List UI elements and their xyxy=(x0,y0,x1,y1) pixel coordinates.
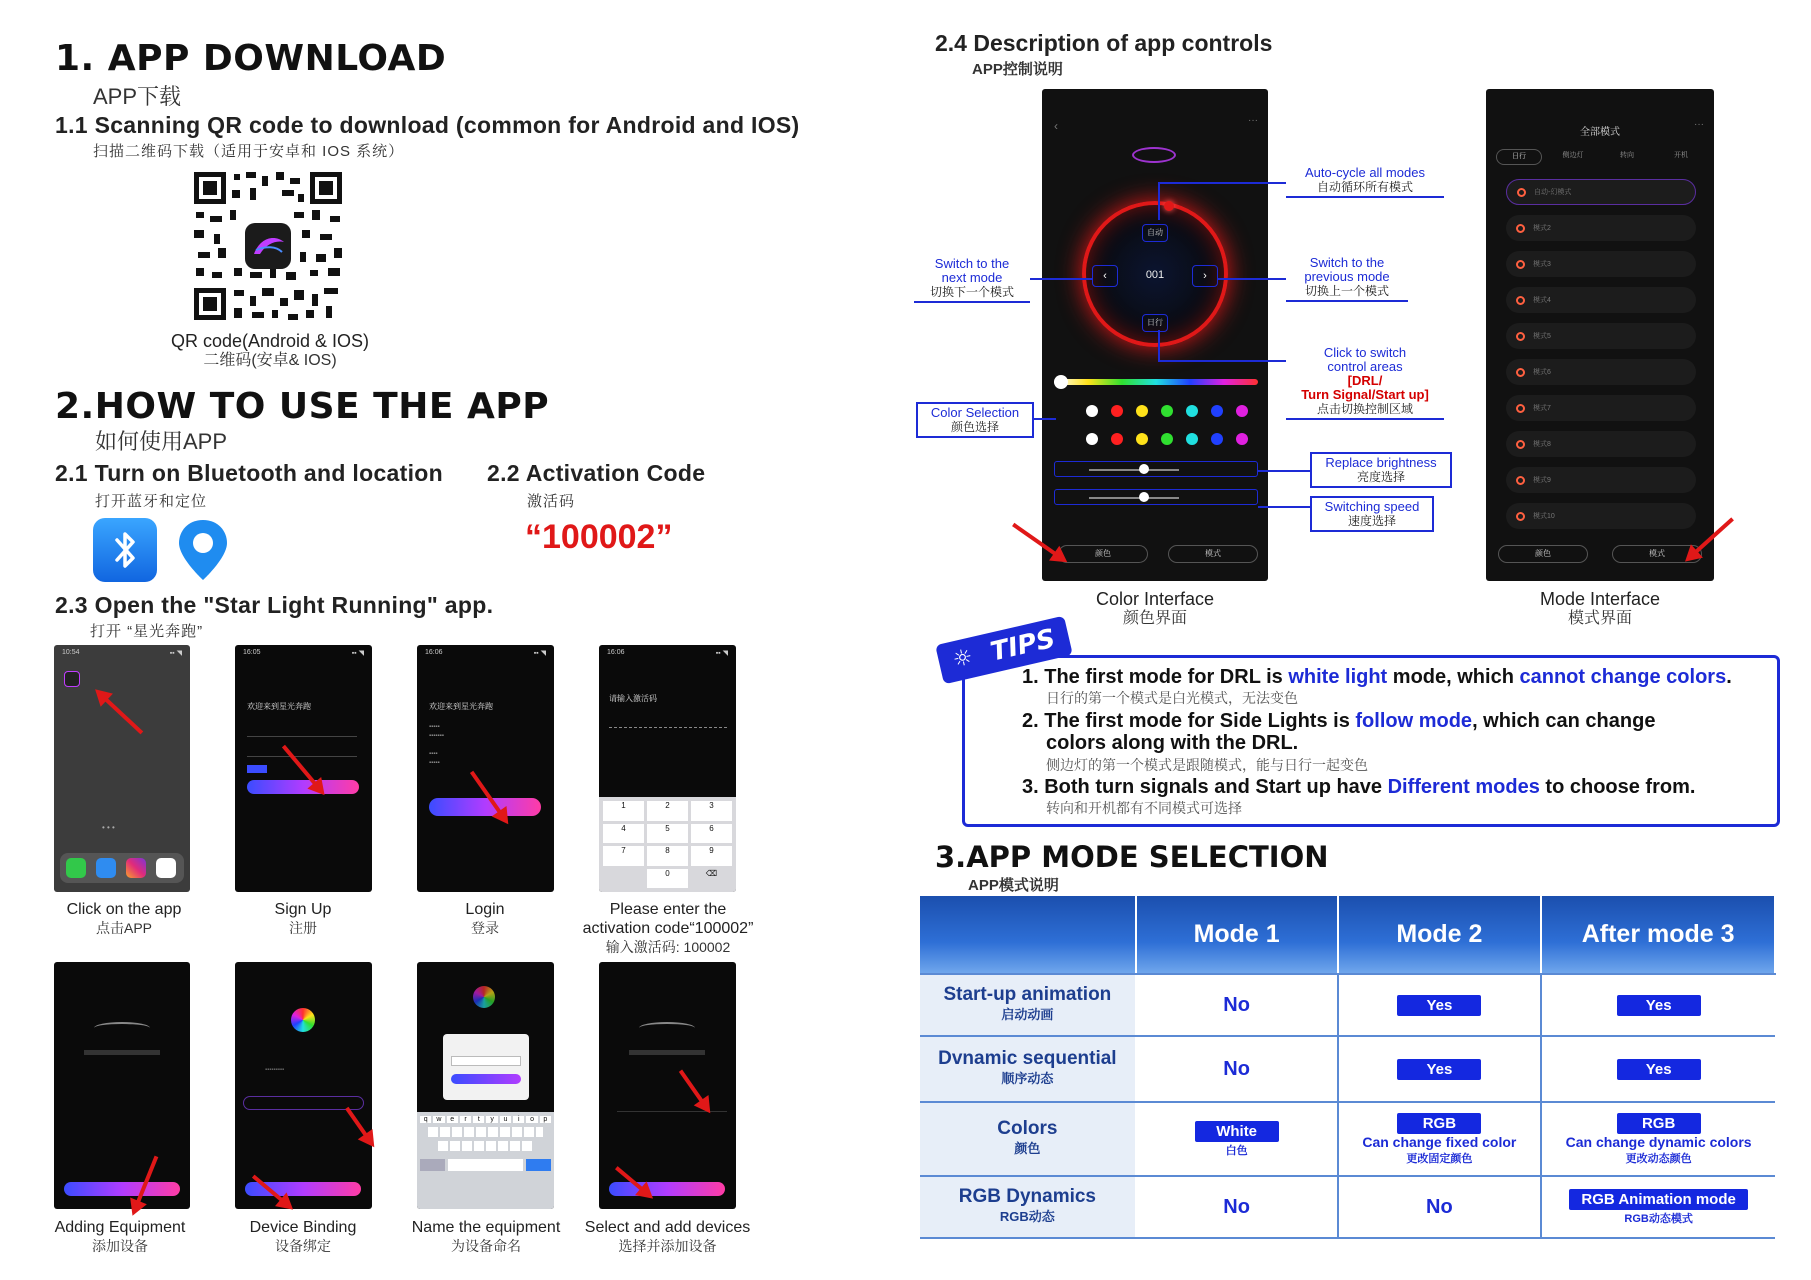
qr-heading-cn: 扫描二维码下载（适用于安卓和 IOS 系统） xyxy=(93,143,405,160)
mode2-value-cn: 更改固定颜色 xyxy=(1406,1152,1473,1165)
tip-2-cn: 侧边灯的第一个模式是跟随模式，能与日行一起变色 xyxy=(1046,757,1368,773)
mode-list-label: 自动-幻模式 xyxy=(1534,189,1572,196)
color-swatch[interactable] xyxy=(1136,433,1148,445)
color-interface-screen xyxy=(1042,89,1268,581)
color-tab[interactable]: 颜色 xyxy=(1058,545,1148,563)
key-o[interactable]: o xyxy=(526,1116,537,1123)
step-caption-cn: 点击APP xyxy=(95,920,152,936)
row-label-cn: 顺序动态 xyxy=(1001,1071,1054,1086)
callout-auto-cycle: Auto-cycle all modes 自动循环所有模式 xyxy=(1286,164,1444,198)
brightness-slider[interactable] xyxy=(1054,461,1258,477)
rename-dialog[interactable] xyxy=(443,1034,529,1100)
mode-tab-drl[interactable]: 日行 xyxy=(1496,149,1542,165)
mode-tab[interactable]: 模式 xyxy=(1168,545,1258,563)
mode-ring-icon xyxy=(1516,332,1525,341)
mode-ring-icon xyxy=(1516,260,1525,269)
mode-ring-icon xyxy=(1516,512,1525,521)
callout-previous-mode: Switch to the previous mode 切换上一个模式 xyxy=(1286,254,1408,302)
mode-ring-icon xyxy=(1516,224,1525,233)
color-tab[interactable]: 颜色 xyxy=(1498,545,1588,563)
mode2-sub: Can change fixed color xyxy=(1362,1133,1517,1150)
login-button[interactable] xyxy=(429,798,541,816)
mode3-value-cn: 更改动态颜色 xyxy=(1625,1152,1692,1165)
step-caption-cn: 选择并添加设备 xyxy=(618,1238,717,1254)
callout-next-mode: Switch to the next mode 切换下一个模式 xyxy=(914,255,1030,303)
tip-3: 3. Both turn signals and Start up have Different modes to choose from. xyxy=(1022,776,1696,798)
mode2-value: Yes xyxy=(1397,1059,1481,1080)
step-caption: Device Binding xyxy=(249,1219,357,1236)
mode-list-label: 模式7 xyxy=(1533,405,1551,412)
previous-mode-button[interactable]: ‹ xyxy=(1092,265,1118,287)
header-mode-2: Mode 2 xyxy=(1338,896,1542,974)
row-label-cn: RGB动态 xyxy=(999,1209,1055,1224)
table-row xyxy=(920,974,1775,1036)
mode-header: 全部模式 xyxy=(1580,127,1620,138)
row-label-cn: 启动动画 xyxy=(1001,1007,1054,1022)
numeric-keypad[interactable] xyxy=(599,797,736,892)
mode1-value: No xyxy=(1223,1195,1250,1218)
mode3-value: RGB xyxy=(1617,1113,1701,1134)
step-caption-cn: 为设备命名 xyxy=(451,1238,521,1254)
fixed-color-row[interactable] xyxy=(1042,429,1268,449)
key-7[interactable]: 7 xyxy=(603,846,644,866)
callout-brightness: Replace brightness 亮度选择 xyxy=(1310,452,1452,488)
step-caption-cn: 登录 xyxy=(471,920,499,936)
mode-interface-screen xyxy=(1486,89,1714,581)
mode-list-item[interactable] xyxy=(1506,215,1696,241)
mode2-value: Yes xyxy=(1397,995,1481,1016)
color-swatch[interactable] xyxy=(1236,405,1248,417)
mode-list-label: 模式8 xyxy=(1533,441,1551,448)
tip-3-cn: 转向和开机都有不同模式可选择 xyxy=(1046,800,1242,816)
sign-up-button[interactable] xyxy=(247,780,359,794)
location-pin-icon[interactable] xyxy=(176,518,230,584)
key-i[interactable]: i xyxy=(513,1116,524,1123)
mode-list-item[interactable] xyxy=(1506,179,1696,205)
tip-2: 2. The first mode for Side Lights is follow mode, which can change xyxy=(1022,710,1656,732)
callout-control-areas: Click to switch control areas [DRL/ Turn Signal/Start up] 点击切换控制区域 xyxy=(1286,344,1444,420)
color-interface-caption-cn: 颜色界面 xyxy=(1122,610,1187,627)
mode-list-item[interactable] xyxy=(1506,251,1696,277)
section-2-title-cn: 如何使用APP xyxy=(95,429,228,454)
keyboard[interactable] xyxy=(417,1112,554,1209)
mode-tab-side[interactable]: 侧边灯 xyxy=(1562,152,1584,159)
activation-heading-cn: 激活码 xyxy=(527,493,576,510)
mode-list-item[interactable] xyxy=(1506,287,1696,313)
mode-number: 001 xyxy=(1145,269,1165,281)
key-2[interactable]: 2 xyxy=(647,801,688,821)
step-caption: Name the equipment xyxy=(411,1219,561,1236)
car-logo xyxy=(1132,147,1176,163)
color-swatch[interactable] xyxy=(1211,405,1223,417)
color-swatch[interactable] xyxy=(1111,433,1123,445)
step-caption: Adding Equipment xyxy=(54,1219,186,1236)
mode-list-item[interactable] xyxy=(1506,431,1696,457)
phone-name-equipment-screen xyxy=(417,962,554,1209)
enter-code-text: 请输入激活码 xyxy=(609,694,657,703)
key-5[interactable]: 5 xyxy=(647,824,688,844)
mode-ring-icon xyxy=(1516,476,1525,485)
mode-list-label: 模式3 xyxy=(1533,261,1551,268)
callout-color-selection: Color Selection 颜色选择 xyxy=(916,402,1034,438)
mode-list-label: 模式5 xyxy=(1533,333,1551,340)
step-caption: Login xyxy=(465,901,505,918)
color-swatch[interactable] xyxy=(1186,433,1198,445)
header-mode-1: Mode 1 xyxy=(1136,896,1338,974)
mode-list-item[interactable] xyxy=(1506,323,1696,349)
mode-list-label: 模式2 xyxy=(1533,225,1551,232)
phone-activation-screen: 16:06 ▪▪ ◥ 请输入激活码 1 2 3 4 5 6 7 8 9 0 ⌫ xyxy=(599,645,736,892)
more-icon[interactable]: ··· xyxy=(1248,115,1258,126)
tips-badge: ☼ TIPS xyxy=(935,616,1073,685)
phone-device-binding-screen: ▪▪▪▪▪▪▪▪▪ xyxy=(235,962,372,1209)
section-3-title: 3.APP MODE SELECTION xyxy=(935,840,1329,874)
tip-2-line2: colors along with the DRL. xyxy=(1046,732,1299,754)
color-slider[interactable] xyxy=(1054,379,1258,385)
row-label: Colors xyxy=(997,1118,1058,1139)
key-u[interactable]: u xyxy=(500,1116,511,1123)
qr-code[interactable] xyxy=(190,168,346,324)
row-label-cn: 颜色 xyxy=(1014,1141,1041,1156)
callout-speed: Switching speed 速度选择 xyxy=(1310,496,1434,532)
mode-tab-turn[interactable]: 转向 xyxy=(1620,152,1634,159)
add-device-button[interactable] xyxy=(609,1182,725,1196)
section-1-title: 1. APP DOWNLOAD xyxy=(55,38,447,79)
activation-code: “100002” xyxy=(525,518,673,556)
mode-list-label: 模式10 xyxy=(1533,513,1555,520)
controls-heading: 2.4 Description of app controls xyxy=(935,30,1273,56)
code-input[interactable] xyxy=(609,727,727,729)
more-icon[interactable]: ··· xyxy=(1694,119,1704,130)
color-swatch[interactable] xyxy=(1161,433,1173,445)
step-caption: Select and add devices xyxy=(584,1219,751,1236)
qr-heading: 1.1 Scanning QR code to download (common for Android and IOS) xyxy=(55,112,800,138)
speed-slider[interactable] xyxy=(1054,489,1258,505)
key-6[interactable]: 6 xyxy=(691,824,732,844)
color-swatch[interactable] xyxy=(1211,433,1223,445)
phone-app-icon xyxy=(66,858,86,878)
mode-interface-caption-cn: 模式界面 xyxy=(1567,610,1632,627)
bluetooth-heading: 2.1 Turn on Bluetooth and location xyxy=(55,460,443,486)
key-8[interactable]: 8 xyxy=(647,846,688,866)
key-t[interactable]: t xyxy=(473,1116,484,1123)
tip-1-cn: 日行的第一个模式是白光模式，无法变色 xyxy=(1046,690,1298,706)
mode1-value: White xyxy=(1195,1121,1279,1142)
table-corner xyxy=(920,896,1136,974)
welcome-text: 欢迎来到星光奔跑 xyxy=(429,702,493,711)
mode-ring-icon xyxy=(1516,440,1525,449)
mode3-value: Yes xyxy=(1617,995,1701,1016)
mode3-value: Yes xyxy=(1617,1059,1701,1080)
phone-login-screen: 16:06 ▪▪ ◥ 欢迎来到星光奔跑 ▪▪▪▪▪ ▪▪▪▪▪▪▪ ▪▪▪▪ ▪▪▪▪▪ xyxy=(417,645,554,892)
lightbulb-icon: ☼ xyxy=(950,644,976,674)
mode3-value-cn: RGB动态模式 xyxy=(1624,1212,1693,1225)
table-row xyxy=(920,1102,1775,1176)
mode-list-item[interactable] xyxy=(1506,395,1696,421)
mode-interface-caption: Mode Interface xyxy=(1539,589,1661,609)
music-icon xyxy=(156,858,176,878)
mode-list-item[interactable] xyxy=(1506,359,1696,385)
instagram-icon xyxy=(126,858,146,878)
mode1-value-cn: 白色 xyxy=(1225,1144,1248,1157)
color-swatch[interactable] xyxy=(1086,433,1098,445)
qr-caption-cn: 二维码(安卓& IOS) xyxy=(203,352,337,369)
step-caption-cn: 注册 xyxy=(289,920,317,936)
mode-list-item[interactable] xyxy=(1506,467,1696,493)
mode-tab[interactable]: 模式 xyxy=(1612,545,1702,563)
safari-icon xyxy=(96,858,116,878)
phone-home-screen: 10:54 ▪▪ ◥ • • • xyxy=(54,645,190,892)
section-2-title: 2.HOW TO USE THE APP xyxy=(55,386,550,427)
key-0[interactable]: 0 xyxy=(647,869,688,889)
key-y[interactable]: y xyxy=(486,1116,497,1123)
key-q[interactable]: q xyxy=(420,1116,431,1123)
key-w[interactable]: w xyxy=(433,1116,444,1123)
phone-add-equipment-screen xyxy=(54,962,190,1209)
phone-sign-up-screen: 16:05 ▪▪ ◥ 欢迎来到星光奔跑 xyxy=(235,645,372,892)
open-app-heading: 2.3 Open the "Star Light Running" app. xyxy=(55,592,494,618)
mode-list xyxy=(1506,179,1696,539)
table-row xyxy=(920,1176,1775,1238)
mode3-sub: Can change dynamic colors xyxy=(1565,1133,1752,1150)
mode2-value: No xyxy=(1426,1195,1453,1218)
key-p[interactable]: p xyxy=(540,1116,551,1123)
mode-ring-icon xyxy=(1516,368,1525,377)
color-swatch[interactable] xyxy=(1086,405,1098,417)
mode-ring-icon xyxy=(1516,296,1525,305)
key-1[interactable]: 1 xyxy=(603,801,644,821)
app-icon[interactable] xyxy=(64,671,80,687)
mode1-value: No xyxy=(1223,993,1250,1016)
bluetooth-heading-cn: 打开蓝牙和定位 xyxy=(95,493,208,510)
step-caption: Please enter the xyxy=(609,901,727,918)
step-caption-line2: activation code“100002” xyxy=(582,920,754,937)
step-caption: Sign Up xyxy=(274,901,332,918)
mode-list-label: 模式6 xyxy=(1533,369,1551,376)
step-caption-cn: 添加设备 xyxy=(92,1238,148,1254)
activation-heading: 2.2 Activation Code xyxy=(487,460,706,486)
auto-cycle-button[interactable]: 自动 xyxy=(1142,224,1168,242)
add-equipment-button[interactable] xyxy=(64,1182,180,1196)
row-label: Dvnamic sequential xyxy=(938,1048,1117,1069)
mode-ring-icon xyxy=(1516,404,1525,413)
step-caption: Click on the app xyxy=(66,901,182,918)
header-mode-3: After mode 3 xyxy=(1541,896,1775,974)
mode-list-label: 模式9 xyxy=(1533,477,1551,484)
mode-list-item[interactable] xyxy=(1506,503,1696,529)
mode-list-label: 模式4 xyxy=(1533,297,1551,304)
section-1-title-cn: APP下载 xyxy=(93,84,182,109)
color-swatch[interactable] xyxy=(1161,405,1173,417)
row-label: Start-up animation xyxy=(943,984,1112,1005)
section-3-title-cn: APP模式说明 xyxy=(968,877,1059,894)
control-area-button[interactable]: 日行 xyxy=(1142,314,1168,332)
welcome-text: 欢迎来到星光奔跑 xyxy=(247,702,311,711)
color-interface-caption: Color Interface xyxy=(1095,589,1215,609)
mode-selection-table xyxy=(920,896,1776,1239)
mode-ring-icon xyxy=(1517,188,1526,197)
color-swatch[interactable] xyxy=(1136,405,1148,417)
step-caption-cn: 输入激活码: 100002 xyxy=(605,939,731,955)
tip-1: 1. The first mode for DRL is white light mode, which cannot change colors. xyxy=(1022,666,1732,688)
color-swatch[interactable] xyxy=(1111,405,1123,417)
color-swatch[interactable] xyxy=(1186,405,1198,417)
open-app-heading-cn: 打开 “星光奔跑” xyxy=(90,623,204,640)
controls-heading-cn: APP控制说明 xyxy=(972,61,1063,78)
next-mode-button[interactable]: › xyxy=(1192,265,1218,287)
mode2-value: RGB xyxy=(1397,1113,1481,1134)
key-r[interactable]: r xyxy=(460,1116,471,1123)
backspace-icon[interactable]: ⌫ xyxy=(705,868,718,878)
custom-color-row[interactable] xyxy=(1042,401,1268,421)
key-3[interactable]: 3 xyxy=(691,801,732,821)
key-4[interactable]: 4 xyxy=(603,824,644,844)
mode1-value: No xyxy=(1223,1057,1250,1080)
row-label: RGB Dynamics xyxy=(958,1186,1097,1207)
key-9[interactable]: 9 xyxy=(691,846,732,866)
bluetooth-icon[interactable] xyxy=(93,518,157,582)
key-e[interactable]: e xyxy=(447,1116,458,1123)
qr-caption: QR code(Android & IOS) xyxy=(170,331,370,351)
back-icon[interactable]: ‹ xyxy=(1054,119,1058,133)
table-row xyxy=(920,1036,1775,1102)
color-swatch[interactable] xyxy=(1236,433,1248,445)
mode3-value: RGB Animation mode xyxy=(1569,1189,1747,1210)
mode-tab-startup[interactable]: 开机 xyxy=(1674,152,1688,159)
step-caption-cn: 设备绑定 xyxy=(275,1238,331,1254)
